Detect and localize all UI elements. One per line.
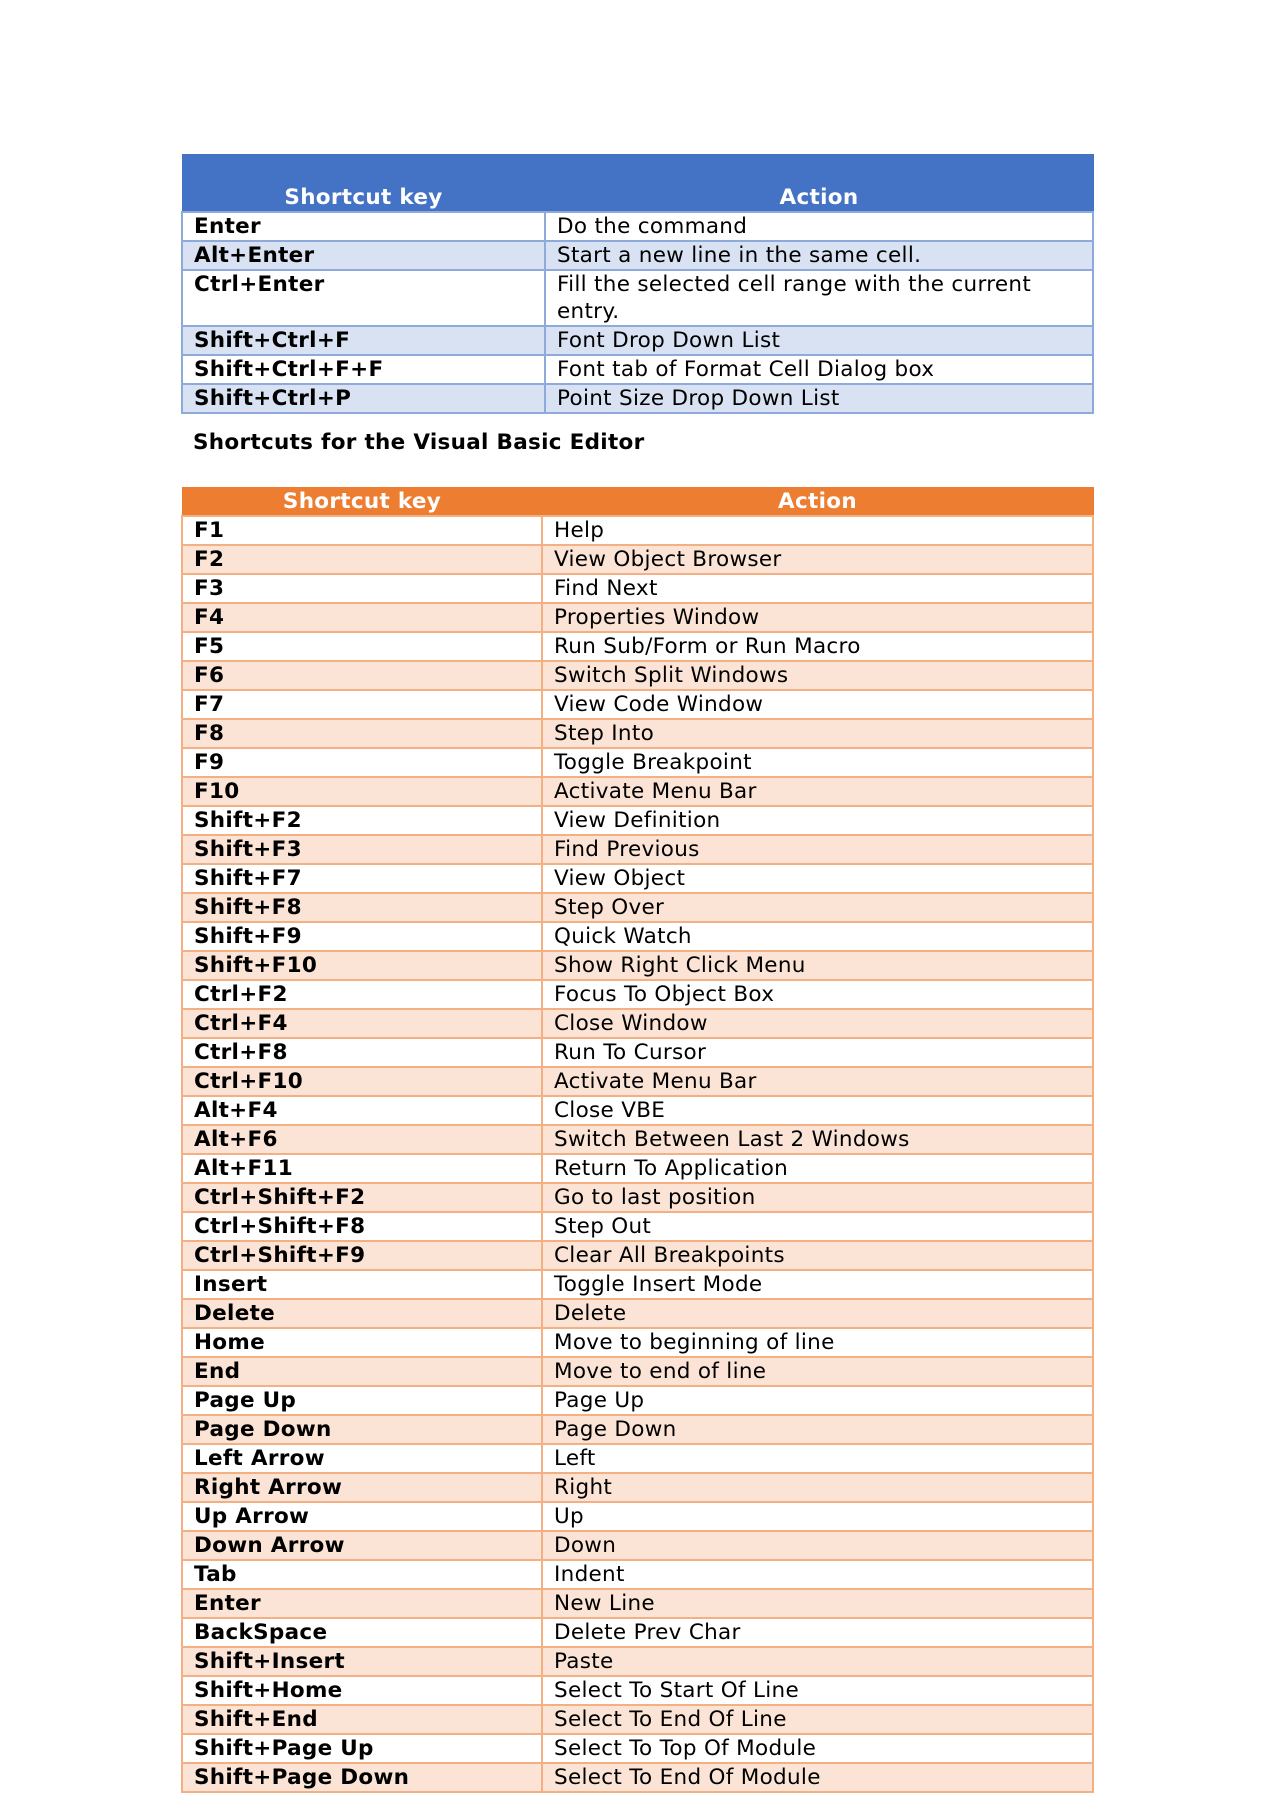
section-heading: Shortcuts for the Visual Basic Editor <box>193 430 645 455</box>
action-cell: Page Up <box>542 1386 1093 1415</box>
shortcut-key-cell: F1 <box>182 516 542 545</box>
table-row <box>182 1009 1093 1038</box>
shortcut-key-cell: Shift+Page Down <box>182 1763 542 1792</box>
table-row <box>182 516 1093 545</box>
table-row <box>182 212 1093 241</box>
table-row <box>182 951 1093 980</box>
action-cell: Focus To Object Box <box>542 980 1093 1009</box>
table-row <box>182 355 1093 384</box>
action-cell: Find Previous <box>542 835 1093 864</box>
table-row <box>182 1125 1093 1154</box>
table-row <box>182 1531 1093 1560</box>
table-row <box>182 545 1093 574</box>
shortcut-key-cell: F9 <box>182 748 542 777</box>
action-cell: Select To Top Of Module <box>542 1734 1093 1763</box>
table-row <box>182 1357 1093 1386</box>
action-cell: Font Drop Down List <box>545 326 1093 355</box>
action-cell: Fill the selected cell range with the current entry. <box>545 270 1093 326</box>
action-cell: Right <box>542 1473 1093 1502</box>
table-row <box>182 1618 1093 1647</box>
table-header-row <box>182 155 1093 213</box>
shortcut-key-cell: Right Arrow <box>182 1473 542 1502</box>
table-header-row <box>182 488 1093 517</box>
shortcut-key-cell: Shift+F3 <box>182 835 542 864</box>
shortcut-key-cell: Alt+F4 <box>182 1096 542 1125</box>
shortcut-key-cell: F6 <box>182 661 542 690</box>
action-cell: Toggle Insert Mode <box>542 1270 1093 1299</box>
table-row <box>182 777 1093 806</box>
action-cell: Step Over <box>542 893 1093 922</box>
table-row <box>182 1212 1093 1241</box>
table-row <box>182 1473 1093 1502</box>
shortcut-key-cell: F10 <box>182 777 542 806</box>
table-row <box>182 980 1093 1009</box>
column-header-shortcut-key: Shortcut key <box>182 488 542 517</box>
action-cell: Run Sub/Form or Run Macro <box>542 632 1093 661</box>
table-row <box>182 1734 1093 1763</box>
table-row <box>182 574 1093 603</box>
table-row <box>182 806 1093 835</box>
table-row <box>182 1241 1093 1270</box>
shortcut-key-cell: Ctrl+F4 <box>182 1009 542 1038</box>
action-cell: Paste <box>542 1647 1093 1676</box>
table-row <box>182 1763 1093 1792</box>
table-row <box>182 1183 1093 1212</box>
action-cell: View Object <box>542 864 1093 893</box>
shortcut-key-cell: Shift+F9 <box>182 922 542 951</box>
table-row <box>182 690 1093 719</box>
action-cell: Help <box>542 516 1093 545</box>
table-row <box>182 632 1093 661</box>
action-cell: Point Size Drop Down List <box>545 384 1093 413</box>
action-cell: Properties Window <box>542 603 1093 632</box>
shortcut-key-cell: F3 <box>182 574 542 603</box>
shortcut-key-cell: Ctrl+Shift+F9 <box>182 1241 542 1270</box>
action-cell: Switch Between Last 2 Windows <box>542 1125 1093 1154</box>
shortcut-key-cell: Shift+Ctrl+F+F <box>182 355 545 384</box>
table-row <box>182 1038 1093 1067</box>
table-row <box>182 1096 1093 1125</box>
action-cell: Close Window <box>542 1009 1093 1038</box>
table-row <box>182 603 1093 632</box>
table-row <box>182 384 1093 413</box>
action-cell: Left <box>542 1444 1093 1473</box>
table-row <box>182 719 1093 748</box>
action-cell: Clear All Breakpoints <box>542 1241 1093 1270</box>
shortcut-key-cell: Alt+F6 <box>182 1125 542 1154</box>
action-cell: New Line <box>542 1589 1093 1618</box>
action-cell: Page Down <box>542 1415 1093 1444</box>
table-row <box>182 1589 1093 1618</box>
action-cell: Quick Watch <box>542 922 1093 951</box>
shortcut-key-cell: Ctrl+F2 <box>182 980 542 1009</box>
table-row <box>182 270 1093 326</box>
shortcut-key-cell: Up Arrow <box>182 1502 542 1531</box>
shortcut-key-cell: Ctrl+F10 <box>182 1067 542 1096</box>
shortcut-key-cell: F8 <box>182 719 542 748</box>
table-row <box>182 1676 1093 1705</box>
action-cell: Go to last position <box>542 1183 1093 1212</box>
shortcut-key-cell: Page Up <box>182 1386 542 1415</box>
action-cell: View Code Window <box>542 690 1093 719</box>
shortcut-key-cell: BackSpace <box>182 1618 542 1647</box>
shortcut-key-cell: Shift+F8 <box>182 893 542 922</box>
shortcut-key-cell: Shift+Home <box>182 1676 542 1705</box>
table-row <box>182 1270 1093 1299</box>
excel-shortcuts-table <box>181 154 1094 414</box>
action-cell: Up <box>542 1502 1093 1531</box>
table-row <box>182 326 1093 355</box>
action-cell: Do the command <box>545 212 1093 241</box>
table-row <box>182 1444 1093 1473</box>
table-row <box>182 1415 1093 1444</box>
shortcut-key-cell: Alt+F11 <box>182 1154 542 1183</box>
shortcut-key-cell: End <box>182 1357 542 1386</box>
shortcut-key-cell: Shift+End <box>182 1705 542 1734</box>
table-row <box>182 1299 1093 1328</box>
vbe-shortcuts-table <box>181 487 1094 1793</box>
action-cell: Close VBE <box>542 1096 1093 1125</box>
table-row <box>182 1502 1093 1531</box>
table-row <box>182 661 1093 690</box>
shortcut-key-cell: F5 <box>182 632 542 661</box>
shortcut-key-cell: Page Down <box>182 1415 542 1444</box>
column-header-action: Action <box>545 155 1093 213</box>
shortcut-key-cell: Delete <box>182 1299 542 1328</box>
shortcut-key-cell: Shift+F10 <box>182 951 542 980</box>
table-row <box>182 1386 1093 1415</box>
action-cell: Activate Menu Bar <box>542 1067 1093 1096</box>
action-cell: View Object Browser <box>542 545 1093 574</box>
action-cell: Switch Split Windows <box>542 661 1093 690</box>
action-cell: Select To Start Of Line <box>542 1676 1093 1705</box>
shortcut-key-cell: Enter <box>182 1589 542 1618</box>
action-cell: View Definition <box>542 806 1093 835</box>
shortcut-key-cell: Shift+Page Up <box>182 1734 542 1763</box>
action-cell: Step Into <box>542 719 1093 748</box>
shortcut-key-cell: Ctrl+F8 <box>182 1038 542 1067</box>
shortcut-key-cell: Shift+Ctrl+P <box>182 384 545 413</box>
shortcut-key-cell: Insert <box>182 1270 542 1299</box>
shortcut-key-cell: Down Arrow <box>182 1531 542 1560</box>
table-row <box>182 748 1093 777</box>
action-cell: Show Right Click Menu <box>542 951 1093 980</box>
action-cell: Toggle Breakpoint <box>542 748 1093 777</box>
action-cell: Return To Application <box>542 1154 1093 1183</box>
shortcut-key-cell: Shift+Insert <box>182 1647 542 1676</box>
shortcut-key-cell: Left Arrow <box>182 1444 542 1473</box>
table-row <box>182 864 1093 893</box>
shortcut-key-cell: Shift+F7 <box>182 864 542 893</box>
table-row <box>182 1560 1093 1589</box>
shortcut-key-cell: Tab <box>182 1560 542 1589</box>
shortcut-key-cell: Ctrl+Shift+F8 <box>182 1212 542 1241</box>
action-cell: Step Out <box>542 1212 1093 1241</box>
shortcut-key-cell: Shift+F2 <box>182 806 542 835</box>
table-row <box>182 1154 1093 1183</box>
table-row <box>182 1705 1093 1734</box>
shortcut-key-cell: F7 <box>182 690 542 719</box>
table-row <box>182 1647 1093 1676</box>
action-cell: Indent <box>542 1560 1093 1589</box>
action-cell: Activate Menu Bar <box>542 777 1093 806</box>
action-cell: Delete <box>542 1299 1093 1328</box>
action-cell: Find Next <box>542 574 1093 603</box>
action-cell: Select To End Of Module <box>542 1763 1093 1792</box>
table-row <box>182 241 1093 270</box>
shortcut-key-cell: Ctrl+Shift+F2 <box>182 1183 542 1212</box>
shortcut-key-cell: Shift+Ctrl+F <box>182 326 545 355</box>
action-cell: Font tab of Format Cell Dialog box <box>545 355 1093 384</box>
shortcut-key-cell: Enter <box>182 212 545 241</box>
table-row <box>182 835 1093 864</box>
action-cell: Select To End Of Line <box>542 1705 1093 1734</box>
table-row <box>182 922 1093 951</box>
action-cell: Start a new line in the same cell. <box>545 241 1093 270</box>
action-cell: Down <box>542 1531 1093 1560</box>
action-cell: Delete Prev Char <box>542 1618 1093 1647</box>
shortcut-key-cell: F2 <box>182 545 542 574</box>
action-cell: Move to end of line <box>542 1357 1093 1386</box>
shortcut-key-cell: Ctrl+Enter <box>182 270 545 326</box>
table-row <box>182 893 1093 922</box>
table-row <box>182 1067 1093 1096</box>
action-cell: Run To Cursor <box>542 1038 1093 1067</box>
action-cell: Move to beginning of line <box>542 1328 1093 1357</box>
column-header-action: Action <box>542 488 1093 517</box>
column-header-shortcut-key: Shortcut key <box>182 155 545 213</box>
shortcut-key-cell: Alt+Enter <box>182 241 545 270</box>
shortcut-key-cell: Home <box>182 1328 542 1357</box>
table-row <box>182 1328 1093 1357</box>
shortcut-key-cell: F4 <box>182 603 542 632</box>
